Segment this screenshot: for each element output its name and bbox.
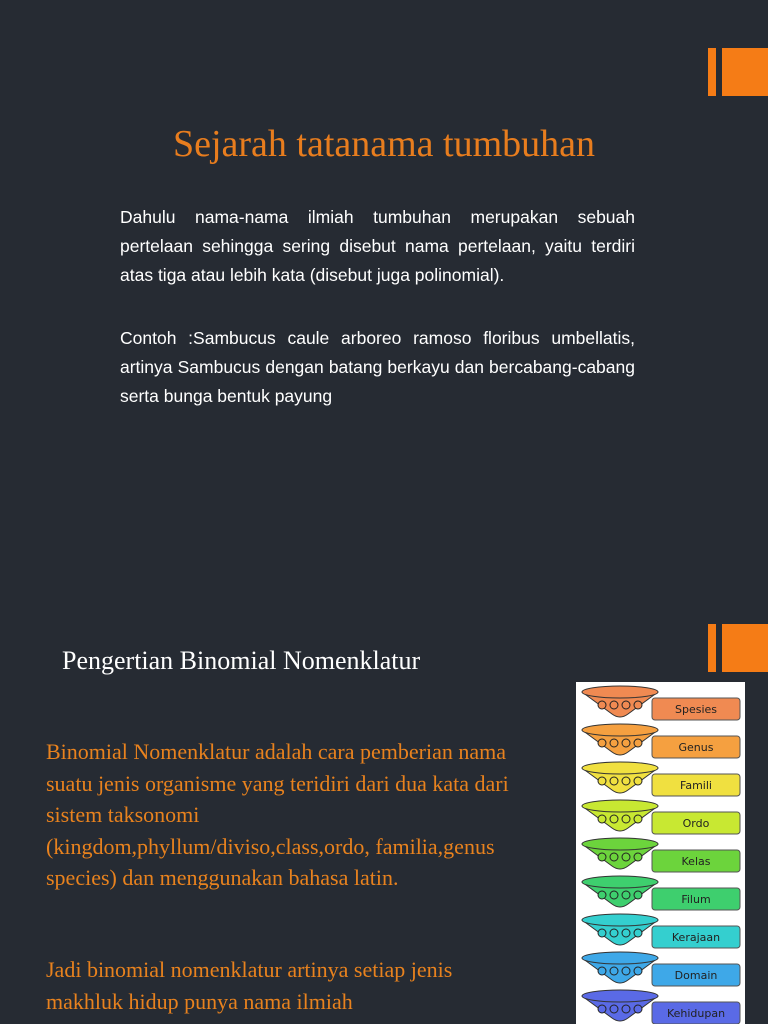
funnel-rim	[582, 876, 658, 888]
organism-dot	[622, 929, 630, 937]
taxonomy-label: Domain	[674, 969, 718, 982]
taxonomy-level	[582, 876, 740, 910]
organism-dot	[610, 701, 618, 709]
funnel-rim	[582, 762, 658, 774]
organism-dot	[634, 815, 642, 823]
funnel-rim	[582, 990, 658, 1002]
organism-dot	[622, 853, 630, 861]
organism-dot	[598, 701, 606, 709]
taxonomy-level	[582, 914, 740, 948]
organism-dot	[610, 777, 618, 785]
accent-bar-thin	[708, 624, 716, 672]
organism-dot	[634, 739, 642, 747]
organism-dot	[622, 739, 630, 747]
taxonomy-level	[582, 686, 740, 720]
taxonomy-label: Filum	[681, 893, 711, 906]
organism-dot	[622, 777, 630, 785]
taxonomy-level	[582, 800, 740, 834]
organism-dot	[622, 967, 630, 975]
organism-dot	[622, 891, 630, 899]
organism-dot	[622, 1005, 630, 1013]
funnel-rim	[582, 914, 658, 926]
organism-dot	[598, 967, 606, 975]
slide-1-paragraph-1: Dahulu nama-nama ilmiah tumbuhan merupakan sebuah pertelaan sehingga sering disebut nama pertelaan, yaitu terdiri atas tiga atau lebih kata (disebut juga polinomial).	[120, 207, 635, 285]
organism-dot	[634, 929, 642, 937]
organism-dot	[598, 1005, 606, 1013]
taxonomy-label: Famili	[680, 779, 712, 792]
organism-dot	[598, 815, 606, 823]
taxonomy-label: Kehidupan	[666, 1007, 726, 1020]
organism-dot	[634, 1005, 642, 1013]
accent-bar-thick	[722, 624, 768, 672]
slide-1-title: Sejarah tatanama tumbuhan	[172, 123, 596, 165]
organism-dot	[598, 777, 606, 785]
organism-dot	[610, 967, 618, 975]
organism-dot	[610, 853, 618, 861]
organism-dot	[610, 815, 618, 823]
taxonomy-level	[582, 952, 740, 986]
organism-dot	[610, 739, 618, 747]
organism-dot	[622, 701, 630, 709]
accent-bar-thin	[708, 48, 716, 96]
accent-bars	[708, 48, 768, 96]
organism-dot	[634, 777, 642, 785]
taxonomy-level	[582, 762, 740, 796]
taxonomy-level	[582, 724, 740, 758]
organism-dot	[598, 891, 606, 899]
organism-dot	[634, 853, 642, 861]
funnel-rim	[582, 686, 658, 698]
organism-dot	[610, 1005, 618, 1013]
slide-2-title: Pengertian Binomial Nomenklatur	[62, 646, 421, 675]
accent-bars	[708, 624, 768, 672]
taxonomy-label: Ordo	[682, 817, 710, 830]
taxonomy-label: Spesies	[674, 703, 718, 716]
funnel-rim	[582, 724, 658, 736]
organism-dot	[634, 701, 642, 709]
taxonomy-funnel-diagram	[576, 682, 745, 1024]
taxonomy-level	[582, 990, 740, 1024]
organism-dot	[598, 929, 606, 937]
organism-dot	[610, 929, 618, 937]
funnel-rim	[582, 838, 658, 850]
accent-bar-thick	[722, 48, 768, 96]
organism-dot	[598, 853, 606, 861]
taxonomy-label: Genus	[678, 741, 714, 754]
organism-dot	[610, 891, 618, 899]
taxonomy-label: Kelas	[681, 855, 711, 868]
organism-dot	[634, 891, 642, 899]
slide-2	[0, 512, 768, 1024]
organism-dot	[598, 739, 606, 747]
slide-1-paragraph-2: Contoh :Sambucus caule arboreo ramoso floribus umbellatis, artinya Sambucus dengan batang berkayu dan bercabang-cabang serta bunga bentuk payung	[120, 328, 635, 406]
funnel-rim	[582, 952, 658, 964]
taxonomy-level	[582, 838, 740, 872]
organism-dot	[622, 815, 630, 823]
taxonomy-funnel-svg	[576, 682, 745, 1024]
slide-2-paragraph-2: Jadi binomial nomenklatur artinya setiap jenis makhluk hidup punya nama ilmiah	[46, 957, 453, 1014]
taxonomy-label: Kerajaan	[671, 931, 721, 944]
slide-2-paragraph-1: Binomial Nomenklatur adalah cara pemberian nama suatu jenis organisme yang teridiri dari dua kata dari sistem taksonomi (kingdom,phyllum/diviso,class,ordo, familia,genus species) dan menggunakan bahasa latin.	[46, 739, 509, 890]
funnel-rim	[582, 800, 658, 812]
organism-dot	[634, 967, 642, 975]
